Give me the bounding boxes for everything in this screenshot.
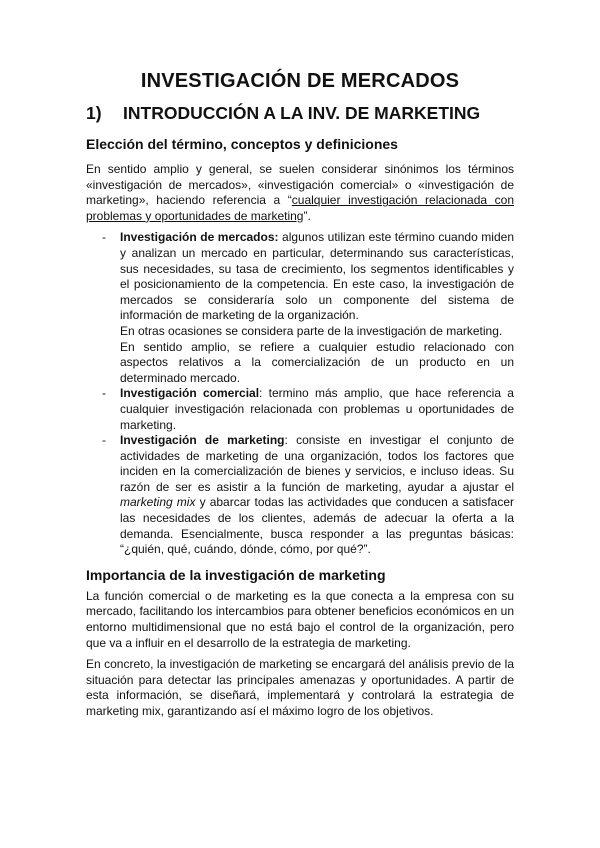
term-description: algunos utilizan este término cuando miden y analizan un mercado en particular, determinando sus características, sus necesidades, su tasa de crecimiento, los segmentos identificables y el posicionamiento de la competencia. En este caso, la investigación de mercados se consideraría solo un componente del sistema de información de marketing de la organización. (120, 230, 514, 323)
list-item-paragraph (120, 230, 514, 324)
bullet-dash: - (102, 386, 106, 401)
intro-text-end: ”. (303, 208, 311, 223)
subsection-heading-importance: Importancia de la investigación de marketing (86, 566, 386, 583)
term-description-start: : consiste en investigar el conjunto de actividades de marketing de una organización, todos los factores que inciden en la comercialización de bienes y servicios, e incluso ideas. Su razón de ser es asistir a la función de marketing, ayudar a ajustar el (120, 433, 514, 494)
list-item-investigacion-comercial (86, 386, 514, 433)
intro-underlined-definition: cualquier investigación relacionada con problemas y oportunidades de marketing (86, 193, 514, 223)
subsection-heading-terms: Elección del término, conceptos y definiciones (86, 136, 398, 152)
intro-paragraph (86, 162, 514, 224)
bullet-dash: - (102, 433, 106, 448)
intro-text-start: En sentido amplio y general, se suelen considerar sinónimos los términos «investigación de mercados», «investigación comercial» o «investigación de marketing», haciendo referencia a “ (86, 162, 514, 208)
term-label: Investigación de marketing (120, 433, 285, 448)
definitions-list (86, 230, 514, 557)
document-title: INVESTIGACIÓN DE MERCADOS (140, 70, 460, 92)
section-number: 1) (86, 103, 102, 123)
list-item-extra-paragraph: En sentido amplio, se refiere a cualquier estudio relacionado con aspectos relativos a la comercialización de un producto en un determinado mercado. (120, 339, 514, 385)
term-label: Investigación de mercados: (120, 230, 279, 245)
term-description: : termino más amplio, que hace referencia a cualquier investigación relacionada con problemas u oportunidades de marketing. (120, 386, 514, 432)
list-item-paragraph (120, 386, 514, 433)
term-emphasis: marketing mix (120, 495, 196, 510)
section-heading (86, 103, 514, 124)
importance-paragraph-1: La función comercial o de marketing es la que conecta a la empresa con su mercado, facilitando los intercambios para obtener beneficios económicos en un entorno multidimensional que no está bajo el control de la organización, pero que va a influir en el desarrollo de la estrategia de marketing. (86, 588, 514, 650)
list-item-investigacion-mercados (86, 230, 514, 386)
list-item-investigacion-marketing (86, 433, 514, 558)
term-label: Investigación comercial (120, 386, 260, 401)
importance-paragraph-2: En concreto, la investigación de marketing se encargará del análisis previo de la situación para detectar las principales amenazas y oportunidades. A partir de esta información, se diseñará, implementará y controlará la estrategia de marketing mix, garantizando así el máximo logro de los objetivos. (86, 657, 514, 718)
term-description-end: y abarcar todas las actividades que conducen a satisfacer las necesidades de los clientes, además de adecuar la oferta a la demanda. Esencialmente, busca responder a las preguntas básicas: “¿quién, qué, cuándo, dónde, cómo, por qué?”. (120, 495, 514, 557)
list-item-paragraph (120, 433, 514, 558)
bullet-dash: - (102, 230, 106, 245)
section-title: INTRODUCCIÓN A LA INV. DE MARKETING (123, 103, 481, 123)
list-item-extra-line: En otras ocasiones se considera parte de la investigación de marketing. (120, 323, 503, 338)
